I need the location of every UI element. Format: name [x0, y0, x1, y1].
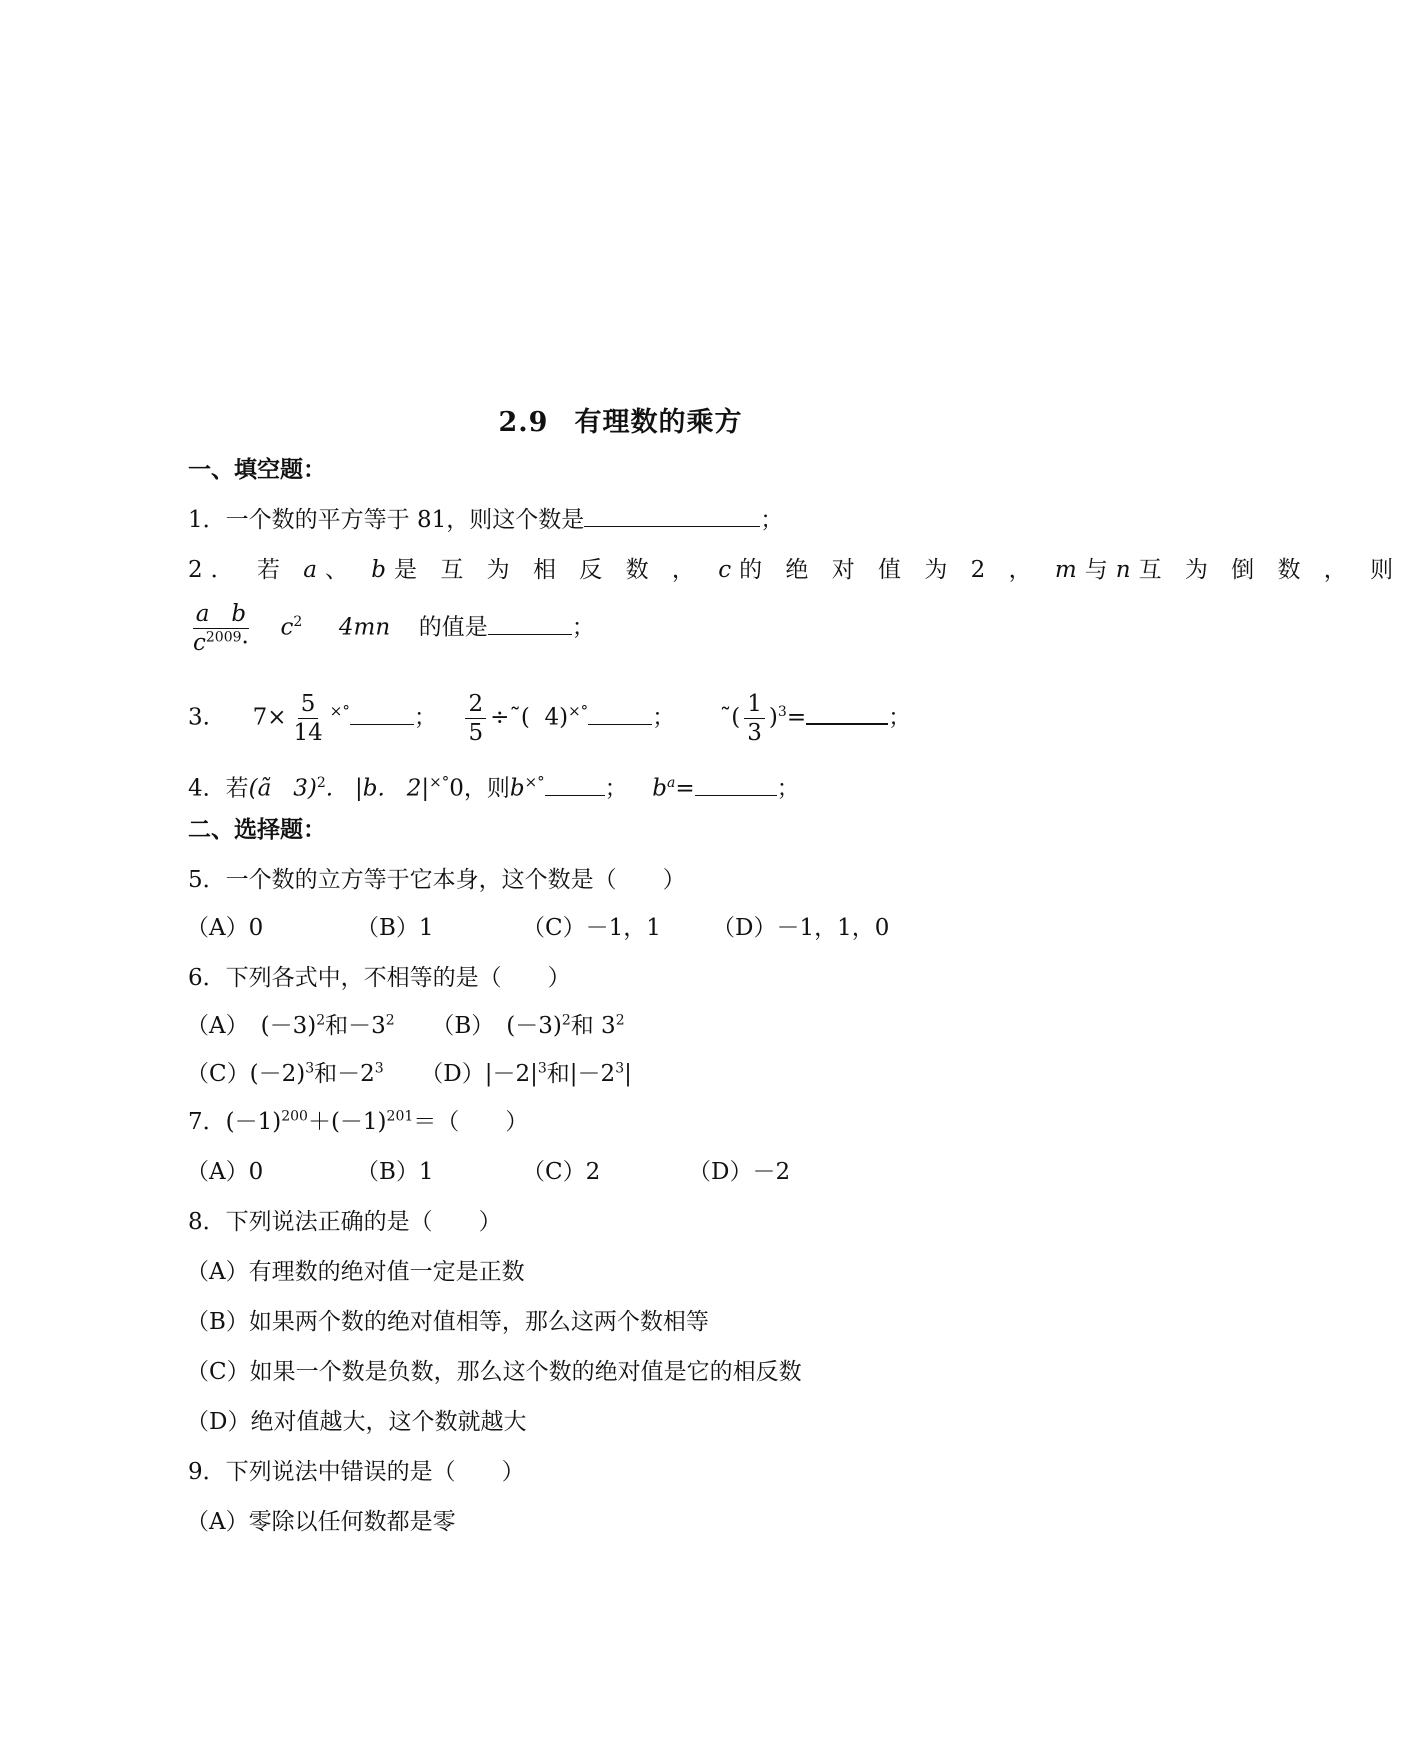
q7-options — [186, 1156, 790, 1188]
q7-exp-2: 201 — [386, 1108, 414, 1125]
q2-text-2: 的 绝 对 值 为 2 ， — [739, 557, 1040, 583]
q6-option-a-exp2: 2 — [385, 1012, 395, 1029]
q6-option-b-label: （B） — [431, 1013, 495, 1039]
q4-power-blank[interactable] — [695, 775, 777, 796]
q6-option-a[interactable] — [186, 1013, 395, 1039]
q3-part1-blank[interactable] — [350, 704, 414, 725]
q2-answer-blank[interactable] — [488, 614, 572, 635]
q6-option-d-exp2: 3 — [615, 1060, 625, 1077]
q6-option-c-exp: 3 — [305, 1060, 315, 1077]
q7-prefix: 7．(－1) — [188, 1109, 282, 1135]
q4-prefix: 4．若 — [188, 775, 249, 802]
q4-var-b: b — [509, 775, 525, 802]
q3-part2-fraction — [465, 690, 486, 747]
q5-option-a[interactable]: （A）0 — [186, 915, 264, 941]
q6-option-d-and: 和|－2 — [546, 1061, 616, 1087]
q3-part3-eq: = — [786, 704, 807, 731]
q6-option-b-and: 和 3 — [570, 1013, 616, 1039]
q6-option-d-close: | — [624, 1061, 632, 1087]
q6-option-b-exp2: 2 — [615, 1012, 625, 1029]
q6-option-c-expr: （C）(－2) — [186, 1061, 306, 1087]
q2-tail: 的值是 — [418, 614, 488, 641]
q3-end: ； — [888, 704, 912, 731]
q2-text-4: 互 为 倒 数 ， 则 — [1138, 557, 1401, 583]
question-9: 9．下列说法中错误的是（ ） — [188, 1459, 525, 1485]
question-4 — [188, 766, 800, 805]
question-1 — [188, 504, 783, 536]
q2-var-c: c — [718, 557, 740, 583]
q6-option-a-label: （A） — [186, 1013, 249, 1039]
q4-eq: = — [675, 775, 695, 802]
q6-options-row-1 — [186, 1010, 625, 1042]
q2-c-term: c — [280, 614, 294, 641]
question-2 — [188, 554, 1401, 586]
q3-part1-prefix: 7× — [252, 704, 287, 731]
q2-fraction — [190, 600, 252, 657]
q3-part2-den: 5 — [468, 720, 484, 746]
q3-part2-op: ÷˜( 4) — [490, 704, 569, 731]
q5-option-c[interactable]: （C）－1，1 — [522, 915, 661, 941]
q1-answer-blank[interactable] — [584, 506, 760, 527]
q2-text-1: 是 互 为 相 反 数 ， — [394, 557, 703, 583]
q6-option-c-exp2: 3 — [374, 1060, 384, 1077]
q9-option-a[interactable]: （A）零除以任何数都是零 — [186, 1509, 456, 1535]
q4-expr-2: . |b. 2| — [325, 775, 430, 802]
q6-option-b-expr: (－3) — [506, 1013, 562, 1039]
q2-var-a: a — [303, 557, 325, 583]
q2-var-b: b — [371, 557, 395, 583]
question-8: 8．下列说法正确的是（ ） — [188, 1209, 502, 1235]
q8-option-d[interactable]: （D）绝对值越大，这个数就越大 — [186, 1409, 527, 1435]
q8-option-c[interactable]: （C）如果一个数是负数，那么这个数的绝对值是它的相反数 — [186, 1359, 802, 1385]
q6-option-a-expr: (－3) — [260, 1013, 317, 1039]
q3-part1-num: 5 — [298, 690, 319, 719]
q4-var-b-power: b — [652, 775, 668, 802]
q4-power-exp: a — [667, 775, 676, 791]
section-heading-choice: 二、选择题： — [188, 816, 326, 843]
question-7 — [188, 1106, 528, 1138]
q2-4mn-term: 4mn — [338, 614, 391, 641]
q4-expr-1: (ã 3) — [248, 775, 317, 802]
q7-mid: ＋(－1) — [307, 1109, 387, 1135]
question-3 — [188, 690, 911, 747]
q3-semi-1: ； — [413, 704, 437, 731]
q2-text-3: 与 — [1084, 557, 1116, 583]
question-5: 5．一个数的立方等于它本身，这个数是（ ） — [188, 867, 686, 893]
section-number: 2.9 — [498, 407, 549, 438]
q6-option-a-and: 和－3 — [325, 1013, 386, 1039]
q3-part2-eq-mark: ×° — [568, 701, 589, 720]
q4-eq-mark-2: ×° — [524, 773, 545, 791]
q5-options — [186, 912, 889, 944]
q7-option-d[interactable]: （D）－2 — [688, 1159, 791, 1185]
q2-end: ； — [571, 614, 595, 641]
q2-frac-numerator: a b — [193, 600, 249, 629]
q2-expression — [186, 600, 595, 657]
q5-option-b[interactable]: （B）1 — [356, 915, 434, 941]
q7-exp-1: 200 — [281, 1108, 308, 1125]
q6-option-a-exp: 2 — [316, 1012, 326, 1029]
q4-mid: 0，则 — [449, 775, 510, 802]
q1-end: ； — [760, 507, 784, 533]
q2-frac-denominator: c — [193, 630, 206, 656]
q3-part3-num: 1 — [744, 690, 765, 719]
q5-option-d[interactable]: （D）－1，1，0 — [712, 915, 890, 941]
q3-part3-post: ) — [768, 704, 778, 731]
q3-part3-prefix: ˜( — [719, 704, 741, 731]
page-title — [0, 400, 1241, 439]
q7-option-a[interactable]: （A）0 — [186, 1159, 264, 1185]
q6-option-d-exp: 3 — [537, 1060, 547, 1077]
q2-sep: 、 — [324, 557, 356, 583]
q2-var-m: m — [1054, 557, 1085, 583]
q4-semi: ； — [604, 775, 628, 802]
q8-option-b[interactable]: （B）如果两个数的绝对值相等，那么这两个数相等 — [186, 1309, 709, 1335]
q2-c-exp: 2 — [293, 613, 303, 630]
q3-part1-den: 14 — [293, 720, 323, 746]
q3-label: 3. — [188, 704, 210, 731]
title-text: 有理数的乘方 — [574, 407, 743, 438]
q4-eq-mark: ×° — [429, 773, 450, 791]
q1-text: 1．一个数的平方等于 81，则这个数是 — [188, 507, 585, 533]
q3-part1-eq-mark: ×° — [329, 701, 350, 720]
q2-lead: 2． 若 — [188, 557, 288, 583]
section-heading-fill: 一、填空题： — [188, 456, 326, 483]
q3-semi-2: ； — [652, 704, 676, 731]
q3-part2-num: 2 — [465, 690, 486, 719]
q3-part3-blank[interactable] — [806, 703, 888, 725]
q3-part3-exp: 3 — [777, 703, 787, 720]
q3-part3-fraction — [744, 690, 765, 747]
q8-option-a[interactable]: （A）有理数的绝对值一定是正数 — [186, 1259, 525, 1285]
q2-var-n: n — [1115, 557, 1139, 583]
q6-option-d-expr: （D）|－2| — [420, 1061, 538, 1087]
q7-option-b[interactable]: （B）1 — [356, 1159, 434, 1185]
q3-part2-blank[interactable] — [588, 704, 652, 725]
q6-option-d[interactable] — [420, 1061, 632, 1087]
q4-exp: 2 — [316, 775, 326, 791]
q2-frac-den-exp: 2009 — [205, 629, 242, 646]
q4-b-blank[interactable] — [545, 775, 605, 796]
q4-end: ； — [776, 775, 800, 802]
q3-part3-den: 3 — [747, 720, 762, 746]
q6-option-b[interactable] — [431, 1013, 624, 1039]
q7-post: ＝（ ） — [413, 1109, 529, 1135]
q6-option-c-and: 和－2 — [314, 1061, 375, 1087]
q6-options-row-2 — [186, 1058, 632, 1090]
q6-option-c[interactable] — [186, 1061, 384, 1087]
question-6: 6．下列各式中，不相等的是（ ） — [188, 965, 571, 991]
q2-den-mark: · — [241, 630, 249, 656]
q6-option-b-exp: 2 — [561, 1012, 571, 1029]
q7-option-c[interactable]: （C）2 — [522, 1159, 601, 1185]
q3-part1-fraction — [290, 690, 325, 747]
